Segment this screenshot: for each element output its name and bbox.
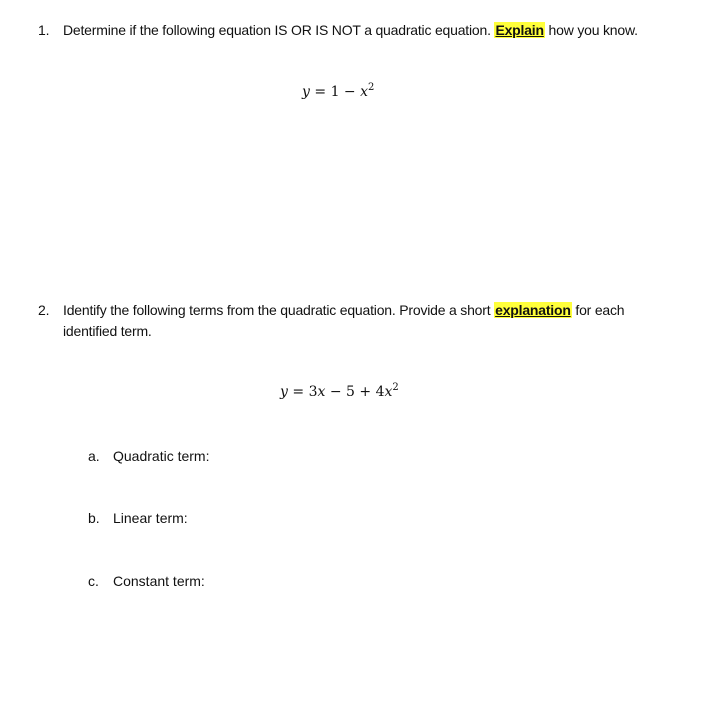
equation-1-variable: x — [360, 84, 369, 100]
equation-2-term1-coef: 3 — [308, 384, 318, 400]
subitem-linear-term — [88, 508, 188, 528]
question-1-text-after: how you know. — [544, 22, 638, 38]
equation-2-op2: + — [354, 384, 376, 400]
subitem-a-label: Quadratic term: — [113, 448, 210, 464]
question-1-number: 1. — [38, 22, 50, 38]
question-2 — [38, 300, 678, 342]
subitem-c-letter: c. — [88, 573, 99, 589]
equation-2-term2: 5 — [346, 384, 355, 400]
equation-2-term1-var: x — [317, 384, 326, 400]
equation-1-operator: − — [339, 84, 361, 100]
equation-1-equals: = — [309, 84, 331, 100]
equation-1-constant: 1 — [330, 84, 340, 100]
equation-1-exponent: 2 — [368, 82, 375, 93]
equation-2 — [280, 384, 399, 400]
equation-2-op1: − — [325, 384, 347, 400]
equation-2-lhs: y — [280, 384, 288, 400]
equation-2-term3-var: x — [384, 384, 393, 400]
question-2-text-before: Identify the following terms from the quadratic equation. Provide a short — [63, 302, 495, 318]
equation-1 — [302, 84, 374, 100]
equation-2-term3-coef: 4 — [375, 384, 385, 400]
subitem-b-letter: b. — [88, 510, 100, 526]
subitem-b-label: Linear term: — [113, 510, 188, 526]
subitem-c-label: Constant term: — [113, 573, 205, 589]
question-1-highlight: Explain — [495, 22, 544, 38]
equation-2-term3-exponent: 2 — [392, 382, 399, 393]
equation-1-lhs: y — [302, 84, 310, 100]
question-2-number: 2. — [38, 302, 50, 318]
question-1-text — [63, 20, 678, 41]
question-2-highlight: explanation — [495, 302, 571, 318]
subitem-quadratic-term — [88, 446, 209, 466]
subitem-a-letter: a. — [88, 448, 100, 464]
question-2-text-after: for each identified term. — [63, 302, 625, 339]
question-1-text-before: Determine if the following equation IS OR IS NOT a quadratic equation. — [63, 22, 495, 38]
question-2-text — [63, 300, 678, 342]
subitem-constant-term — [88, 571, 205, 591]
equation-2-equals: = — [287, 384, 309, 400]
question-1 — [38, 20, 678, 41]
